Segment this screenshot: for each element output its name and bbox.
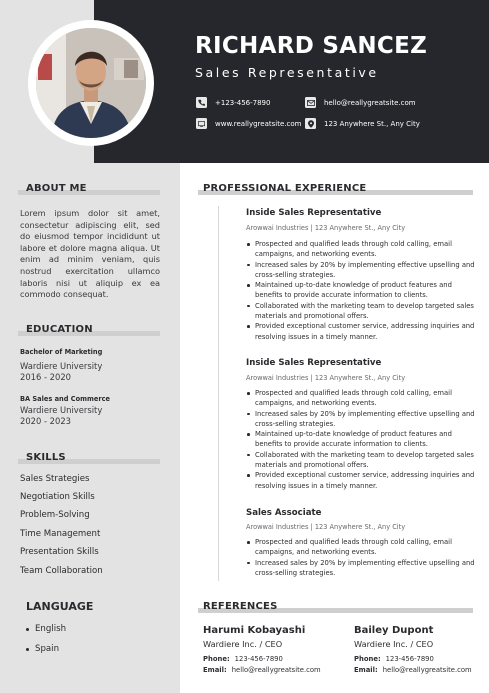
job-bullet: Provided exceptional customer service, addressing inquiries and resolving issues in a timely manner.: [246, 470, 478, 491]
job-bullet: Increased sales by 20% by implementing effective upselling and cross-selling strategies.: [246, 409, 478, 430]
job-company: Arowwai Industries | 123 Anywhere St., Any City: [246, 523, 406, 531]
reference-email[interactable]: [203, 666, 321, 674]
job-bullet: Prospected and qualified leads through cold calling, email campaigns, and networking events.: [246, 239, 478, 260]
job-bullets: [246, 239, 478, 342]
job-bullet: Maintained up-to-date knowledge of product features and benefits to provide accurate information to clients.: [246, 429, 478, 450]
location-pin-icon: [305, 118, 316, 129]
experience-title: PROFESSIONAL EXPERIENCE: [203, 183, 367, 194]
job-company: Arowwai Industries | 123 Anywhere St., Any City: [246, 374, 406, 382]
language-item: [26, 644, 59, 654]
candidate-role: Sales Representative: [195, 65, 379, 80]
reference-company: Wardiere Inc. / CEO: [354, 639, 434, 649]
reference-phone: [354, 655, 434, 663]
references-title: REFERENCES: [203, 601, 278, 612]
experience-timeline: [218, 206, 219, 581]
job-bullets: [246, 537, 478, 578]
job-company: Arowwai Industries | 123 Anywhere St., Any City: [246, 224, 406, 232]
web-icon: [196, 118, 207, 129]
reference-phone-value: 123-456-7890: [234, 655, 283, 663]
job-bullet: Prospected and qualified leads through cold calling, email campaigns, and networking events.: [246, 537, 478, 558]
job-bullet: Prospected and qualified leads through cold calling, email campaigns, and networking events.: [246, 388, 478, 409]
language-label: English: [35, 624, 67, 634]
job-title: Inside Sales Representative: [246, 208, 382, 218]
contact-website[interactable]: [196, 118, 301, 129]
skills-title: SKILLS: [26, 452, 66, 463]
contact-phone-text: +123-456-7890: [215, 98, 271, 107]
phone-icon: [196, 97, 207, 108]
job-bullet: Collaborated with the marketing team to develop targeted sales materials and promotional offers.: [246, 450, 478, 471]
reference-phone-label: Phone:: [203, 655, 230, 663]
reference-email-value[interactable]: hello@reallygreatsite.com: [231, 666, 321, 674]
reference-company: Wardiere Inc. / CEO: [203, 639, 283, 649]
contact-website-text[interactable]: www.reallygreatsite.com: [215, 119, 302, 128]
reference-email-label: Email:: [354, 666, 378, 674]
contact-email[interactable]: [305, 97, 416, 108]
education-years: 2020 - 2023: [20, 416, 71, 426]
job-bullet: Maintained up-to-date knowledge of product features and benefits to provide accurate information to clients.: [246, 280, 478, 301]
bullet-icon: [26, 648, 29, 651]
language-label: Spain: [35, 644, 60, 654]
contact-phone: [196, 97, 270, 108]
contact-email-text[interactable]: hello@reallygreatsite.com: [324, 98, 416, 107]
skill-item: Negotiation Skills: [20, 492, 95, 502]
reference-email-value[interactable]: hello@reallygreatsite.com: [382, 666, 472, 674]
about-text: Lorem ipsum dolor sit amet, consectetur adipiscing elit, sed do eiusmod tempor incididunt ut labore et dolore magna aliqua. Ut enim ad minim veniam, quis nostrud exercitation ullamco laboris nisi ut aliquip ex ea commodo consequat.: [20, 208, 160, 300]
job-bullets: [246, 388, 478, 491]
skill-item: Presentation Skills: [20, 547, 99, 557]
skill-item: Time Management: [20, 529, 101, 539]
contact-address: [305, 118, 420, 129]
skill-item: Team Collaboration: [20, 566, 103, 576]
profile-photo: [36, 28, 146, 138]
education-degree: Bachelor of Marketing: [20, 348, 103, 356]
job-bullet: Increased sales by 20% by implementing effective upselling and cross-selling strategies.: [246, 260, 478, 281]
skill-item: Sales Strategies: [20, 474, 90, 484]
education-school: Wardiere University: [20, 361, 103, 371]
candidate-name: RICHARD SANCEZ: [195, 33, 428, 59]
bullet-icon: [26, 628, 29, 631]
language-title: LANGUAGE: [26, 600, 94, 613]
reference-email-label: Email:: [203, 666, 227, 674]
reference-name: Harumi Kobayashi: [203, 625, 306, 636]
job-title: Sales Associate: [246, 508, 322, 518]
job-bullet: Collaborated with the marketing team to develop targeted sales materials and promotional offers.: [246, 301, 478, 322]
job-title: Inside Sales Representative: [246, 358, 382, 368]
reference-phone-label: Phone:: [354, 655, 381, 663]
email-icon: [305, 97, 316, 108]
job-bullet: Increased sales by 20% by implementing effective upselling and cross-selling strategies.: [246, 558, 478, 579]
education-degree: BA Sales and Commerce: [20, 395, 110, 403]
skill-item: Problem-Solving: [20, 510, 90, 520]
language-item: [26, 624, 66, 634]
education-school: Wardiere University: [20, 405, 103, 415]
reference-email[interactable]: [354, 666, 472, 674]
reference-phone: [203, 655, 283, 663]
about-title: ABOUT ME: [26, 183, 87, 194]
contact-address-text: 123 Anywhere St., Any City: [324, 119, 420, 128]
education-title: EDUCATION: [26, 324, 93, 335]
reference-phone-value: 123-456-7890: [385, 655, 434, 663]
education-years: 2016 - 2020: [20, 372, 71, 382]
job-bullet: Provided exceptional customer service, addressing inquiries and resolving issues in a timely manner.: [246, 321, 478, 342]
reference-name: Bailey Dupont: [354, 625, 434, 636]
